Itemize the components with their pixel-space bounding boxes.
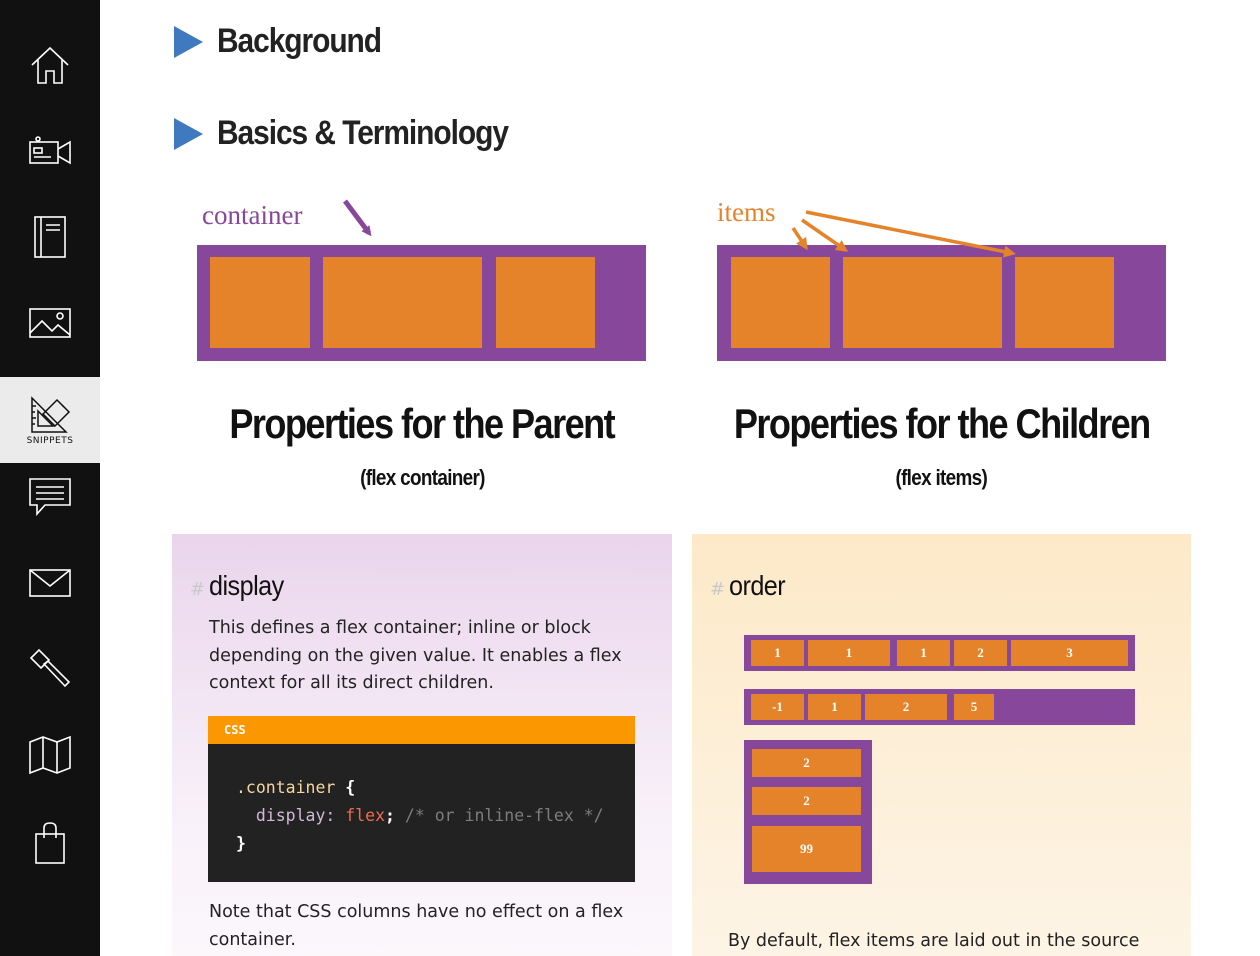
section-title: Basics & Terminology	[217, 114, 508, 152]
shopping-bag-icon	[34, 822, 66, 864]
order-item: 3	[1011, 640, 1128, 666]
code-content: .container { display: flex; /* or inline-flex */ }	[236, 778, 604, 853]
items-label: items	[717, 197, 776, 227]
order-item: -1	[751, 694, 804, 720]
code-language-label: CSS	[208, 716, 635, 744]
display-card	[172, 534, 672, 956]
parent-properties-subtitle: (flex container)	[359, 465, 485, 490]
sidebar-item-label: SNIPPETS	[26, 436, 74, 446]
display-note: Note that CSS columns have no effect on a flex container.	[209, 902, 624, 950]
display-description: This defines a flex container; inline or block depending on the given value. It enables a flex context for all its direct children.	[209, 618, 622, 693]
children-properties-subtitle: (flex items)	[895, 465, 988, 490]
map-icon	[29, 736, 71, 774]
sidebar-item-mail[interactable]	[0, 540, 100, 626]
snippets-icon	[29, 394, 71, 434]
order-row-2	[744, 689, 1135, 725]
order-item: 2	[752, 749, 861, 777]
sidebar-item-shop[interactable]	[0, 800, 100, 886]
order-item: 1	[808, 694, 861, 720]
order-column	[744, 740, 872, 884]
sidebar-item-map[interactable]	[0, 712, 100, 798]
code-block[interactable]	[208, 716, 635, 882]
sidebar-item-tools[interactable]	[0, 626, 100, 712]
order-description: By default, flex items are laid out in the source	[728, 931, 1140, 951]
children-properties-title: Properties for the Children	[733, 400, 1150, 447]
order-item: 2	[752, 787, 861, 815]
section-title: Background	[217, 22, 381, 60]
container-label: container	[202, 200, 303, 230]
order-item: 1	[808, 640, 890, 666]
order-card	[692, 534, 1191, 956]
order-heading	[710, 570, 791, 602]
mail-icon	[29, 569, 71, 597]
card-title: display	[209, 570, 284, 601]
hammer-icon	[29, 648, 71, 690]
anchor-link[interactable]: #	[710, 579, 726, 600]
card-title: order	[729, 570, 786, 601]
order-item: 2	[865, 694, 947, 720]
anchor-link[interactable]: #	[190, 579, 206, 600]
order-item: 5	[954, 694, 994, 720]
order-item: 99	[752, 826, 861, 872]
order-item: 1	[897, 640, 950, 666]
chat-icon	[29, 478, 71, 516]
display-heading	[190, 570, 292, 602]
order-item: 2	[954, 640, 1007, 666]
parent-properties-title: Properties for the Parent	[229, 400, 615, 447]
order-item: 1	[751, 640, 804, 666]
order-row-1	[744, 635, 1135, 671]
sidebar-item-forums[interactable]	[0, 454, 100, 540]
items-arrows	[0, 0, 1260, 400]
